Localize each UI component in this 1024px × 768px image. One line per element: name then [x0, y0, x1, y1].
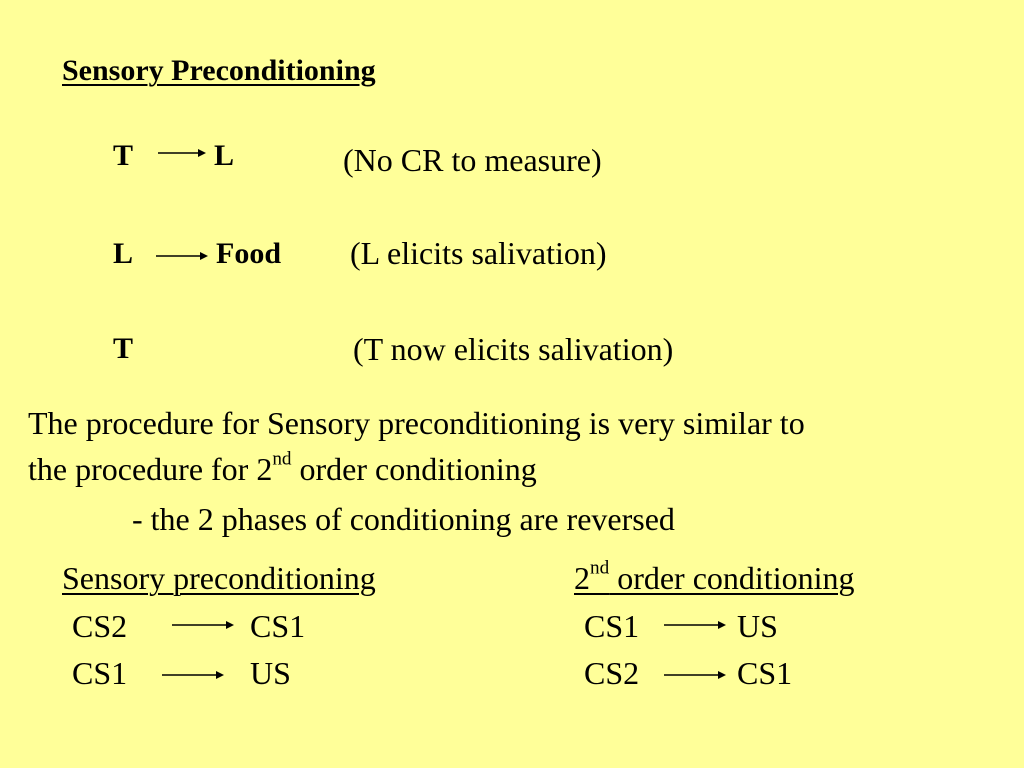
right-row2-a: CS2 — [584, 655, 640, 691]
paragraph-line-3: - the 2 phases of conditioning are reversed — [132, 501, 675, 537]
row1-left: T — [113, 139, 134, 172]
row1-right: L — [214, 139, 235, 172]
row3-note: (T now elicits salivation) — [353, 331, 674, 367]
left-row1-b: CS1 — [250, 608, 306, 644]
right-row1-b: US — [737, 608, 778, 644]
right-row2-b: CS1 — [737, 655, 793, 691]
paragraph-line-1: The procedure for Sensory preconditioning is very similar to — [28, 405, 805, 441]
right-row1-a: CS1 — [584, 608, 640, 644]
arrow-icon — [162, 669, 224, 681]
arrow-icon — [158, 147, 206, 159]
row1-note: (No CR to measure) — [343, 142, 602, 178]
arrow-icon — [664, 619, 726, 631]
slide-title: Sensory Preconditioning — [62, 54, 376, 87]
left-row2-b: US — [250, 655, 291, 691]
arrow-icon — [664, 669, 726, 681]
row2-note: (L elicits salivation) — [350, 235, 607, 271]
left-row2-a: CS1 — [72, 655, 128, 691]
row2-right: Food — [216, 237, 282, 270]
paragraph-line-2: the procedure for 2nd order conditioning — [28, 448, 537, 487]
left-heading: Sensory preconditioning — [62, 560, 376, 596]
row2-left: L — [113, 237, 134, 270]
left-row1-a: CS2 — [72, 608, 128, 644]
right-heading: 2nd order conditioning — [574, 557, 855, 596]
arrow-icon — [156, 250, 208, 262]
arrow-icon — [172, 619, 234, 631]
row3-left: T — [113, 332, 134, 365]
